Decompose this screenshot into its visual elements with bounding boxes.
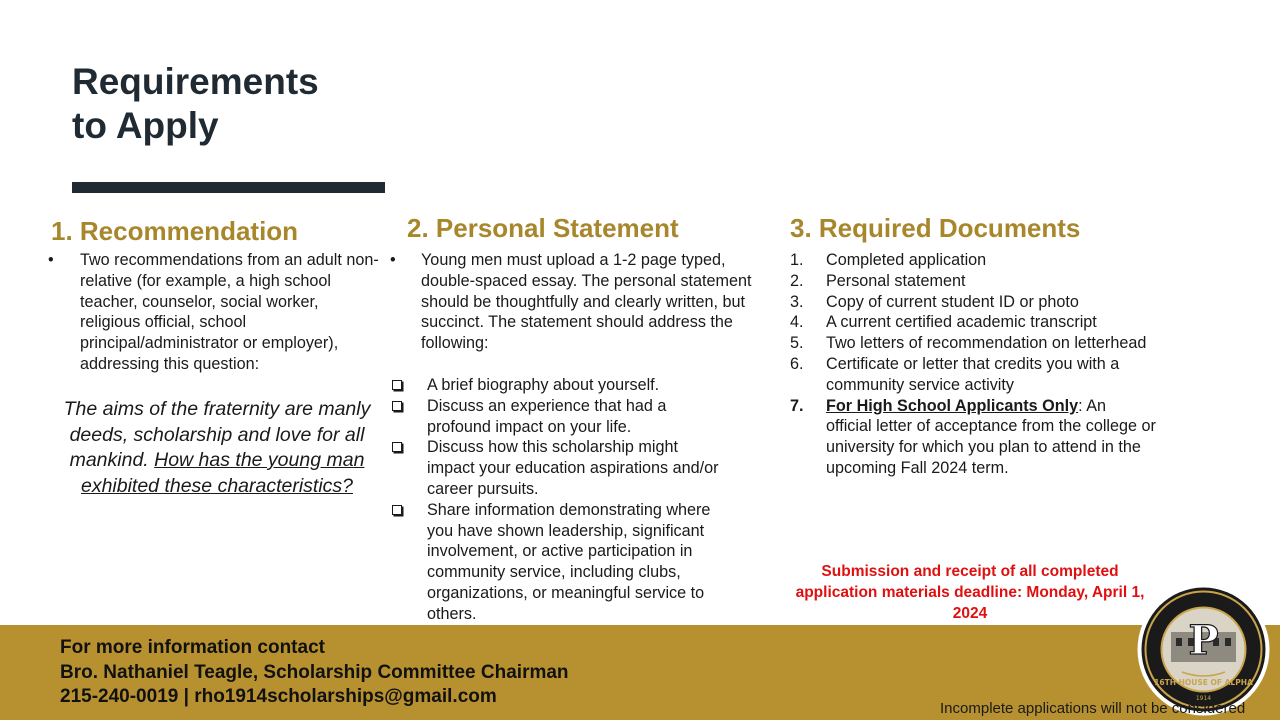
quote-question: How has the young man exhibited these characteristics?: [80, 449, 365, 497]
document-item-text: Certificate or letter that credits you with a community service activity: [826, 354, 1120, 394]
document-item-text: Copy of current student ID or photo: [826, 292, 1079, 311]
document-item-text: Two letters of recommendation on letterhead: [826, 334, 1147, 353]
contact-phone-email: 215-240-0019 | rho1914scholarships@gmail.com: [60, 686, 497, 707]
list-item: [48, 250, 382, 375]
document-item-text: Personal statement: [826, 271, 966, 290]
checklist-item-text: Discuss how this scholarship might impact your education aspirations and/or career pursuits.: [427, 438, 719, 498]
list-item: [427, 396, 729, 438]
recommendation-list: [48, 250, 382, 375]
item-number: 4.: [790, 313, 804, 332]
required-documents-heading: 3. Required Documents: [790, 213, 1081, 243]
personal-statement-intro: Young men must upload a 1-2 page typed, double-spaced essay. The personal statement should be thoughtfully and clearly written, but succinct. The statement should address the following:: [421, 251, 752, 353]
list-item: [427, 437, 729, 499]
item-number: 6.: [790, 354, 804, 373]
list-item: [390, 250, 756, 354]
personal-statement-checklist: [427, 375, 729, 625]
list-item: [427, 375, 729, 396]
incomplete-applications-notice: Incomplete applications will not be considered: [940, 700, 1246, 717]
checklist-item-text: Share information demonstrating where you have shown leadership, significant involvement, or active participation in community service, including clubs, organizations, or meaningful service to others.: [427, 500, 711, 623]
list-item: [790, 312, 1156, 333]
list-item: [790, 292, 1156, 313]
item-number: 3.: [790, 292, 804, 311]
checklist-item-text: A brief biography about yourself.: [427, 376, 660, 394]
fraternity-seal-logo: [1136, 582, 1271, 717]
list-item: [427, 500, 729, 625]
personal-statement-intro-list: [390, 250, 756, 354]
personal-statement-heading: 2. Personal Statement: [407, 213, 679, 243]
seal-year: 1914: [1195, 695, 1212, 702]
fraternity-aims-quote: [52, 397, 382, 499]
list-item: [790, 396, 1156, 479]
recommendation-text: Two recommendations from an adult non-relative (for example, a high school teacher, counselor, social worker, religious official, school principal/administrator or employer), addressing this question:: [80, 251, 379, 373]
bullet-icon: •: [390, 251, 396, 269]
bullet-icon: •: [48, 251, 54, 269]
seal-letter: P: [1188, 617, 1219, 664]
checkbox-bullet-icon: [392, 442, 402, 452]
required-documents-list: [790, 250, 1156, 479]
item-number: 7.: [790, 396, 804, 415]
checkbox-bullet-icon: [392, 380, 402, 390]
page-title-line-2: to Apply: [72, 105, 219, 146]
seal-banner: 16TH HOUSE OF ALPHA: [1154, 678, 1253, 687]
high-school-applicants-label: For High School Applicants Only: [826, 396, 1079, 415]
checklist-item-text: Discuss an experience that had a profound impact on your life.: [427, 396, 667, 436]
document-item-text: Completed application: [826, 251, 987, 269]
item-number: 5.: [790, 334, 804, 353]
item-number: 1.: [790, 251, 804, 269]
page-title: [72, 60, 319, 148]
document-item-text: : An official letter of acceptance from the college or university for which you plan to attend in the upcoming Fall 2024 term.: [826, 396, 1156, 477]
deadline-notice: Submission and receipt of all completed application materials deadline: Monday, April 1, 2024: [795, 563, 1145, 622]
checkbox-bullet-icon: [392, 401, 402, 411]
list-item: [790, 271, 1156, 292]
quote-text: The aims of the fraternity are manly deeds, scholarship and love for all mankind.: [63, 398, 371, 471]
contact-name: Bro. Nathaniel Teagle, Scholarship Committee Chairman: [60, 662, 569, 683]
recommendation-heading: 1. Recommendation: [51, 216, 299, 246]
list-item: [790, 354, 1156, 396]
item-number: 2.: [790, 271, 804, 290]
list-item: [790, 250, 1156, 271]
document-item-text: A current certified academic transcript: [826, 313, 1097, 332]
page-title-line-1: Requirements: [72, 61, 319, 102]
title-underline-bar: [72, 182, 385, 193]
contact-heading: For more information contact: [60, 637, 325, 658]
list-item: [790, 333, 1156, 354]
checkbox-bullet-icon: [392, 505, 402, 515]
